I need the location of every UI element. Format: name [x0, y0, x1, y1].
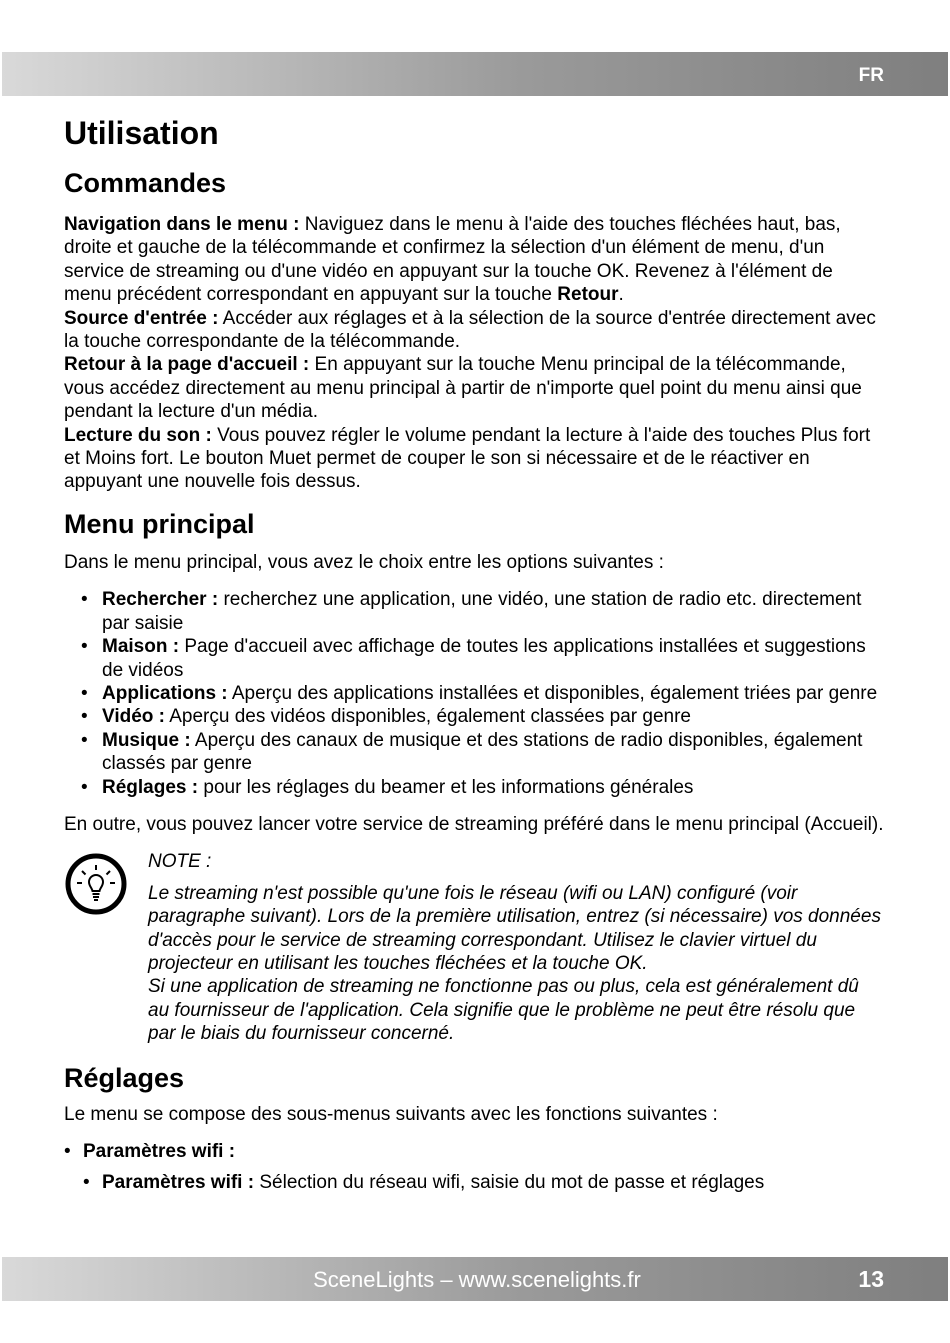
settings-sub-label: Paramètres wifi : — [102, 1172, 255, 1194]
label-navigation: Navigation dans le menu : — [64, 214, 300, 235]
paragraph-home — [64, 353, 884, 423]
option-text: recherchez une application, une vidéo, une station de radio etc. directement par saisie — [102, 589, 862, 634]
section-heading-commandes: Commandes — [64, 168, 227, 198]
option-text: Page d'accueil avec affichage de toutes les applications installées et suggestions de vidéos — [102, 636, 866, 681]
header-bar — [2, 52, 948, 96]
list-item — [64, 776, 884, 799]
menu-options-list — [64, 588, 884, 799]
option-label: Vidéo : — [102, 706, 165, 728]
paragraph-navigation — [64, 213, 884, 307]
section-heading-reglages: Réglages — [64, 1062, 185, 1093]
lightbulb-icon — [64, 852, 128, 916]
list-item — [64, 682, 884, 705]
text-sound: Vous pouvez régler le volume pendant la lecture à l'aide des touches Plus fort et Moins fort. Le bouton Muet permet de couper le son si nécessaire et de le réactiver en appuyant une nouvelle fois dessus. — [64, 424, 871, 493]
option-text: Aperçu des vidéos disponibles, également classées par genre — [165, 706, 691, 728]
list-item — [64, 635, 884, 682]
option-label: Maison : — [102, 636, 180, 658]
footer-text: SceneLights – www.scenelights.fr — [313, 1267, 641, 1292]
text-source: Accéder aux réglages et à la sélection de la source d'entrée directement avec la touche correspondante de la télécommande. — [64, 307, 876, 353]
list-item — [64, 588, 884, 635]
text-navigation: Naviguez dans le menu à l'aide des touches fléchées haut, bas, droite et gauche de la télécommande et confirmez la sélection d'un élément de menu, d'un service de streaming ou d'une vidéo en appuyant sur la touche OK. Revenez à l'élément de menu précédent correspondant en appuyant sur la touche — [64, 214, 841, 306]
text-navigation-tail: . — [618, 284, 624, 306]
label-sound: Lecture du son : — [64, 424, 212, 446]
page-content — [64, 113, 884, 1195]
menu-after-text: En outre, vous pouvez lancer votre service de streaming préféré dans le menu principal (Accueil). — [64, 813, 884, 835]
settings-sub-text: Sélection du réseau wifi, saisie du mot de passe et réglages — [254, 1172, 765, 1194]
settings-intro: Le menu se compose des sous-menus suivants avec les fonctions suivantes : — [64, 1103, 718, 1125]
option-text: Aperçu des applications installées et disponibles, également triées par genre — [227, 682, 878, 704]
option-label: Applications : — [102, 682, 228, 704]
note-paragraph-2: Si une application de streaming ne fonctionne pas ou plus, cela est généralement dû au fournisseur de l'application. Cela signifie que le problème ne peut être résolu que par le biais du fournisseur concerné. — [148, 976, 859, 1045]
option-label: Rechercher : — [102, 589, 219, 611]
page-number: 13 — [858, 1266, 884, 1292]
section-heading-menu-principal: Menu principal — [64, 508, 255, 539]
note-paragraph-1: Le streaming n'est possible qu'une fois le réseau (wifi ou LAN) configuré (voir paragraphe suivant). Lors de la première utilisation, entrez (si nécessaire) vos données d'accès pour le service de streaming correspondant. Utilisez le clavier virtuel du projecteur en utilisant les touches fléchées et la touche OK. — [148, 882, 881, 974]
list-item — [64, 1171, 884, 1194]
settings-group-label: Paramètres wifi : — [83, 1141, 236, 1162]
text-home: En appuyant sur la touche Menu principal de la télécommande, vous accédez directement au menu principal à partir de n'importe quel point du menu ainsi que pendant la lecture d'un média. — [64, 354, 862, 423]
language-label: FR — [858, 65, 884, 86]
option-text: Aperçu des canaux de musique et des stations de radio disponibles, également classés par genre — [102, 729, 863, 775]
menu-intro: Dans le menu principal, vous avez le choix entre les options suivantes : — [64, 551, 664, 573]
label-source: Source d'entrée : — [64, 307, 219, 329]
paragraph-source — [64, 307, 884, 354]
page-title: Utilisation — [64, 115, 219, 151]
footer-bar — [2, 1257, 948, 1301]
label-home: Retour à la page d'accueil : — [64, 354, 310, 376]
retour-keyword: Retour — [557, 284, 619, 306]
note-box — [64, 850, 884, 1045]
list-item — [64, 705, 884, 728]
option-text: pour les réglages du beamer et les informations générales — [198, 776, 694, 798]
note-label: NOTE : — [148, 851, 212, 873]
option-label: Réglages : — [102, 776, 199, 798]
list-item — [64, 729, 884, 776]
paragraph-sound — [64, 424, 884, 494]
settings-list — [64, 1140, 884, 1195]
list-item — [64, 1140, 884, 1163]
option-label: Musique : — [102, 729, 191, 751]
